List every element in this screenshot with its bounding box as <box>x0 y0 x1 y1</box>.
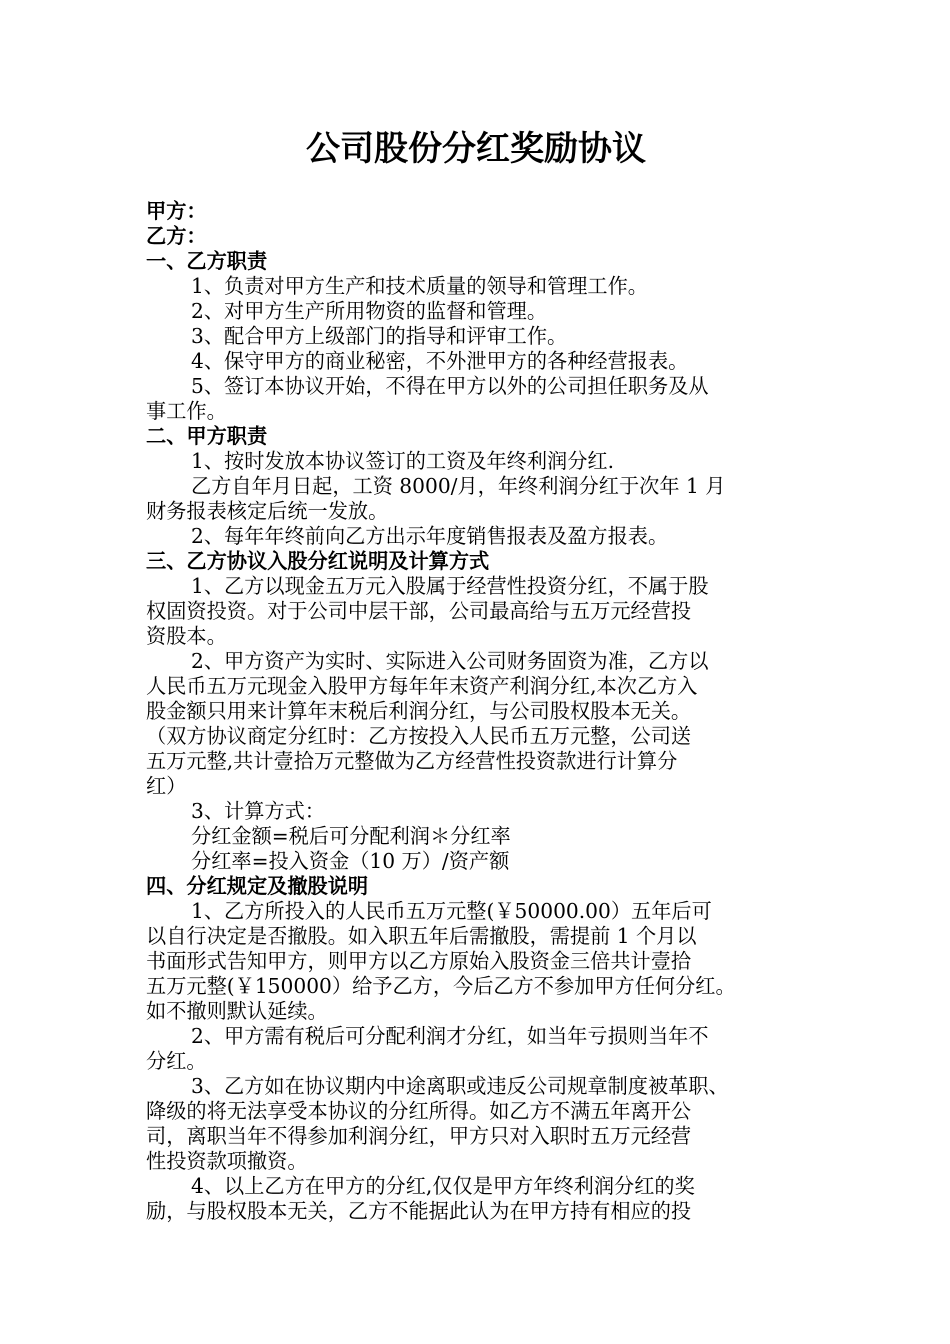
section-4-item-2-line-1: 2、甲方需有税后可分配利润才分红，如当年亏损则当年不 <box>191 1024 709 1048</box>
formula-dividend-amount: 分红金额=税后可分配利润＊分红率 <box>191 824 511 848</box>
section-3-item-2-line-2: 人民币五万元现金入股甲方每年年末资产利润分红,本次乙方入 <box>146 674 698 698</box>
section-4-item-3-line-3: 司，离职当年不得参加利润分红，甲方只对入职时五万元经营 <box>146 1124 692 1148</box>
section-4-item-1-line-2: 以自行决定是否撤股。如入职五年后需撤股，需提前 1 个月以 <box>146 924 697 948</box>
section-4-item-1-line-3: 书面形式告知甲方，则甲方以乙方原始入股资金三倍共计壹拾 <box>146 949 692 973</box>
section-4-item-1-line-5: 如不撤则默认延续。 <box>146 999 328 1023</box>
formula-dividend-rate: 分红率=投入资金（10 万）/资产额 <box>191 849 510 873</box>
section-4-item-1-line-1: 1、乙方所投入的人民币五万元整(￥50000.00）五年后可 <box>191 899 712 923</box>
section-1-item-4: 4、保守甲方的商业秘密，不外泄甲方的各种经营报表。 <box>191 349 689 373</box>
section-4-item-1-line-4: 五万元整(￥150000）给予乙方，今后乙方不参加甲方任何分红。 <box>146 974 736 998</box>
section-1-heading: 一、乙方职责 <box>146 249 268 273</box>
section-4-item-3-line-2: 降级的将无法享受本协议的分红所得。如乙方不满五年离开公 <box>146 1099 692 1123</box>
document-body <box>146 199 818 1224</box>
section-2-salary-line-1: 乙方自年月日起，工资 8000/月，年终利润分红于次年 1 月 <box>191 474 726 498</box>
section-1-item-5-line-1: 5、签订本协议开始，不得在甲方以外的公司担任职务及从 <box>191 374 709 398</box>
section-4-item-2-line-2: 分红。 <box>146 1049 207 1073</box>
section-4-heading: 四、分红规定及撤股说明 <box>146 874 369 898</box>
section-2-salary-line-2: 财务报表核定后统一发放。 <box>146 499 389 523</box>
section-3-item-1-line-1: 1、乙方以现金五万元入股属于经营性投资分红，不属于股 <box>191 574 709 598</box>
document-title: 公司股份分红奖励协议 <box>306 129 646 169</box>
section-3-item-2-line-5: 五万元整,共计壹拾万元整做为乙方经营性投资款进行计算分 <box>146 749 678 773</box>
section-1-item-5-line-2: 事工作。 <box>146 399 227 423</box>
section-3-item-2-line-4: （双方协议商定分红时：乙方按投入人民币五万元整，公司送 <box>146 724 692 748</box>
section-3-item-1-line-2: 权固资投资。对于公司中层干部，公司最高给与五万元经营投 <box>146 599 692 623</box>
section-3-item-1-line-3: 资股本。 <box>146 624 227 648</box>
section-3-heading: 三、乙方协议入股分红说明及计算方式 <box>146 549 490 573</box>
section-2-heading: 二、甲方职责 <box>146 424 268 448</box>
section-3-item-2-line-6: 红） <box>146 774 187 798</box>
section-1-item-3: 3、配合甲方上级部门的指导和评审工作。 <box>191 324 568 348</box>
section-4-item-4-line-2: 励，与股权股本无关，乙方不能据此认为在甲方持有相应的投 <box>146 1199 692 1223</box>
section-1-item-2: 2、对甲方生产所用物资的监督和管理。 <box>191 299 548 323</box>
section-4-item-4-line-1: 4、以上乙方在甲方的分红,仅仅是甲方年终利润分红的奖 <box>191 1174 695 1198</box>
section-3-item-2-line-3: 股金额只用来计算年末税后利润分红，与公司股权股本无关。 <box>146 699 692 723</box>
section-3-item-2-line-1: 2、甲方资产为实时、实际进入公司财务固资为准，乙方以 <box>191 649 709 673</box>
section-1-item-1: 1、负责对甲方生产和技术质量的领导和管理工作。 <box>191 274 648 298</box>
section-2-item-2: 2、每年年终前向乙方出示年度销售报表及盈方报表。 <box>191 524 669 548</box>
section-4-item-3-line-1: 3、乙方如在协议期内中途离职或违反公司规章制度被革职、 <box>191 1074 729 1098</box>
party-a-label: 甲方： <box>146 199 207 223</box>
party-b-label: 乙方： <box>146 224 207 248</box>
section-2-item-1: 1、按时发放本协议签订的工资及年终利润分红. <box>191 449 615 473</box>
section-3-item-3: 3、计算方式： <box>191 799 325 823</box>
section-4-item-3-line-4: 性投资款项撤资。 <box>146 1149 308 1173</box>
